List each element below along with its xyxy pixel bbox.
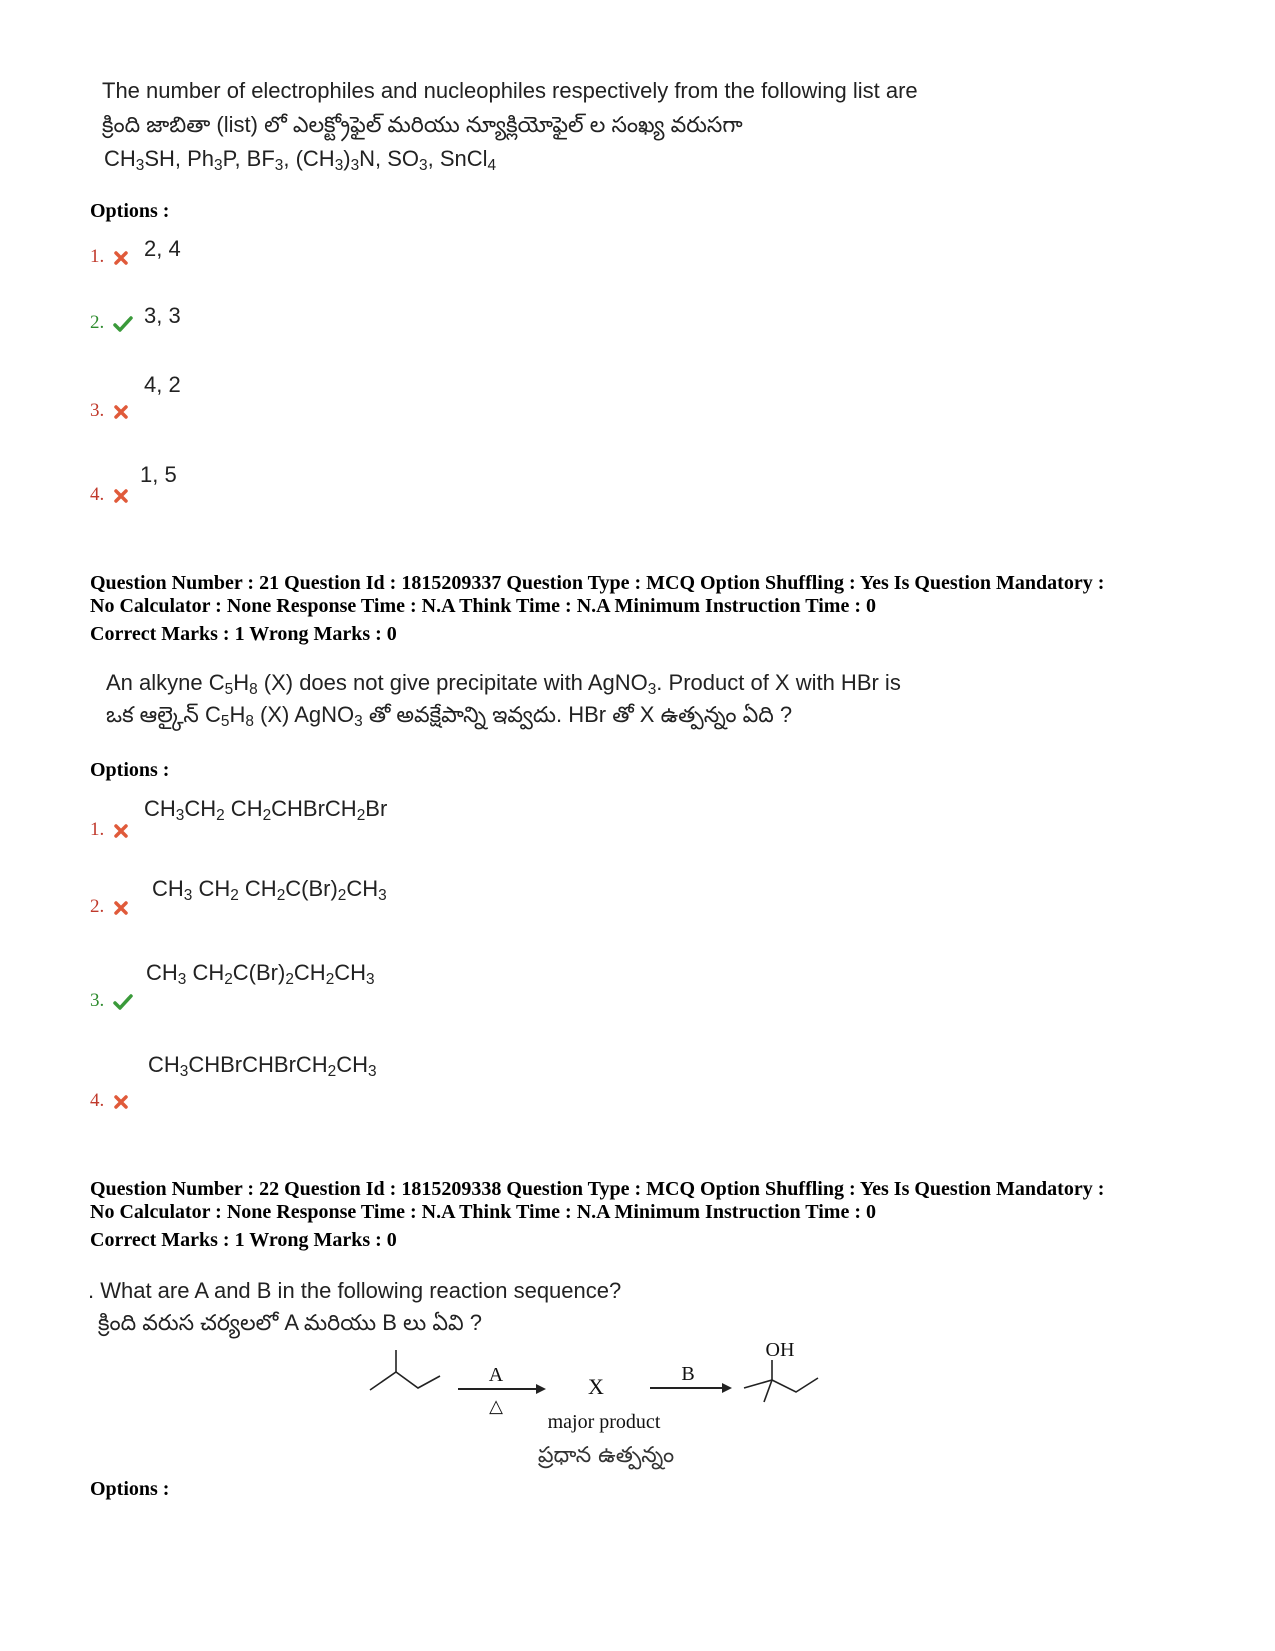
q21-marks: Correct Marks : 1 Wrong Marks : 0	[90, 623, 397, 645]
major-product-caption-te: ప్రధాన ఉత్పన్నం	[537, 1443, 675, 1468]
heat-symbol: △	[489, 1396, 503, 1417]
q21-option-3-value: $CH_3$ $CH_2C(Br)_2CH_2CH_3$	[146, 960, 375, 988]
question-22-text-en: . What are A and B in the following reaction sequence?	[88, 1278, 622, 1303]
reactant-structure	[370, 1350, 440, 1390]
cross-icon	[113, 488, 129, 504]
q20-option-1[interactable]: 1.	[90, 246, 129, 268]
q21-option-2[interactable]: 2.	[90, 896, 129, 918]
reagent-a-label: A	[488, 1364, 504, 1386]
hydroxyl-label: OH	[765, 1339, 795, 1361]
reaction-scheme	[360, 1336, 840, 1476]
q22-meta-line-1: Question Number : 22 Question Id : 1815209338 Question Type : MCQ Option Shuffling : Yes Is Question Mandatory :	[90, 1178, 1105, 1200]
question-21-text-en: An alkyne $C_5H_8$ (X) does not give precipitate with AgNO$_3$. Product of X with HBr is	[106, 670, 901, 698]
check-icon	[113, 994, 133, 1010]
options-label: Options :	[90, 200, 170, 222]
q20-option-3[interactable]: 3.	[90, 400, 129, 422]
q21-option-3[interactable]: 3.	[90, 990, 133, 1012]
question-21-text-te: ఒక ఆల్కైన్ $C_5H_8$ (X) AgNO$_3$ తో అవక్షేపాన్ని ఇవ్వదు. HBr తో X ఉత్పన్నం ఏది ?	[106, 702, 793, 730]
q22-meta-line-2: No Calculator : None Response Time : N.A Think Time : N.A Minimum Instruction Time : 0	[90, 1201, 876, 1223]
product-structure	[744, 1360, 818, 1402]
q20-option-1-value: 2, 4	[144, 236, 181, 261]
check-icon	[113, 316, 133, 332]
q21-option-4[interactable]: 4.	[90, 1090, 129, 1112]
question-20-text-te: క్రింది జాబితా (list) లో ఎలక్ట్రోఫైల్ మరియు న్యూక్లియోఫైల్ ల సంఖ్య వరుసగా	[102, 112, 743, 137]
cross-icon	[113, 250, 129, 266]
question-20-text-en: The number of electrophiles and nucleophiles respectively from the following list are	[102, 78, 918, 103]
q21-meta-line-2: No Calculator : None Response Time : N.A Think Time : N.A Minimum Instruction Time : 0	[90, 595, 876, 617]
cross-icon	[113, 1094, 129, 1110]
q20-option-4-value: 1, 5	[140, 462, 177, 487]
intermediate-x-label: X	[588, 1374, 604, 1399]
q20-option-3-value: 4, 2	[144, 372, 181, 397]
q21-option-1-value: $CH_3CH_2$ $CH_2CHBrCH_2Br$	[144, 796, 388, 824]
major-product-caption: major product	[547, 1411, 661, 1433]
options-label: Options :	[90, 1478, 170, 1500]
reagent-b-label: B	[681, 1363, 695, 1385]
q20-option-2-value: 3, 3	[144, 303, 181, 328]
cross-icon	[113, 823, 129, 839]
question-20-species-list: $CH_3SH$, $Ph_3P$, $BF_3$, $(CH_3)_3N$, $SO_3$, SnCl$_4$	[104, 146, 497, 174]
q20-option-2[interactable]: 2.	[90, 312, 133, 334]
question-22-text-te: క్రింది వరుస చర్యలలో A మరియు B లు ఏవి ?	[98, 1310, 482, 1335]
q20-option-4[interactable]: 4.	[90, 484, 129, 506]
q21-option-1[interactable]: 1.	[90, 819, 129, 841]
q21-meta-line-1: Question Number : 21 Question Id : 1815209337 Question Type : MCQ Option Shuffling : Yes Is Question Mandatory :	[90, 572, 1105, 594]
q21-option-2-value: $CH_3$ $CH_2$ $CH_2C(Br)_2CH_3$	[152, 876, 387, 904]
cross-icon	[113, 404, 129, 420]
options-label: Options :	[90, 759, 170, 781]
q21-option-4-value: $CH_3CHBrCHBrCH_2CH_3$	[148, 1052, 377, 1080]
cross-icon	[113, 900, 129, 916]
q22-marks: Correct Marks : 1 Wrong Marks : 0	[90, 1229, 397, 1251]
